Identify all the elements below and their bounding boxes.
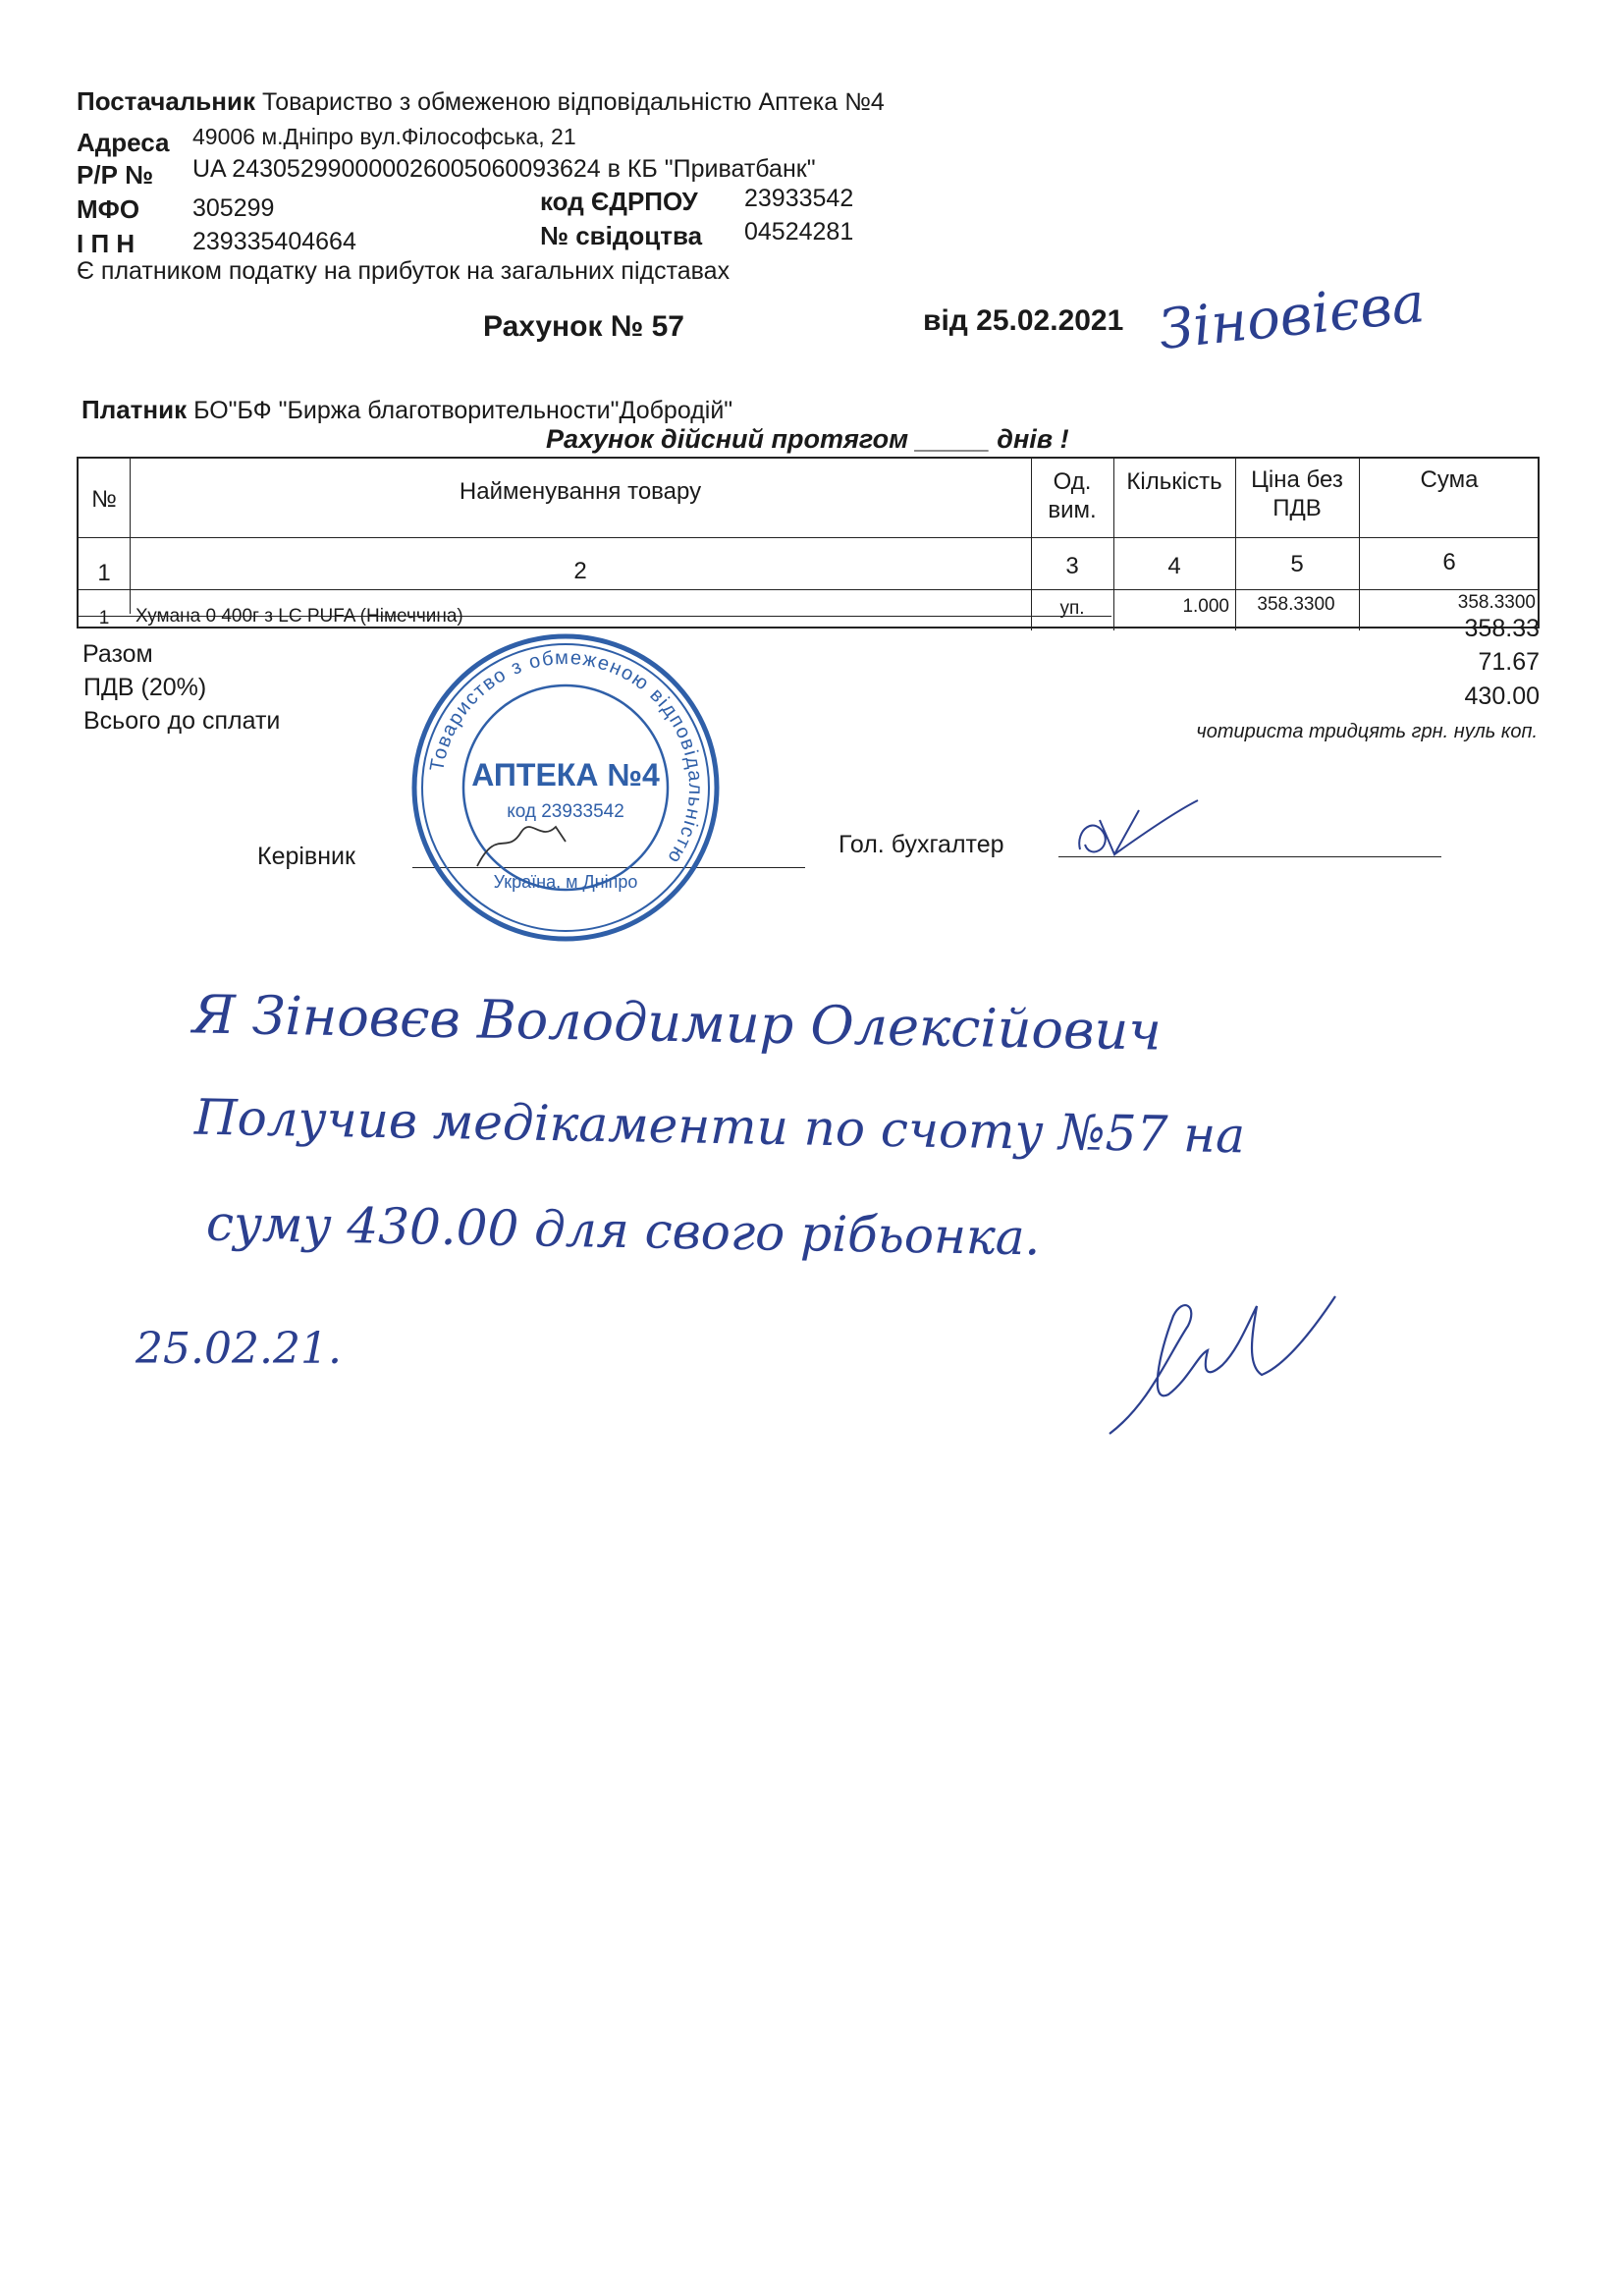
validity-suffix: днів !: [997, 424, 1069, 454]
total-value: 430.00: [1464, 683, 1540, 710]
address-label: Адреса: [77, 128, 170, 157]
account-label: Р/Р №: [77, 160, 154, 190]
header-num: №: [91, 486, 117, 513]
edrpou-value: 23933542: [744, 185, 854, 212]
address-value: 49006 м.Дніпро вул.Філософська, 21: [192, 124, 576, 149]
header-price: [1235, 466, 1359, 523]
note-signature: [1090, 1286, 1345, 1444]
header-sum: Сума: [1420, 466, 1479, 493]
account-value: UA 243052990000026005060093624 в КБ "Приватбанк": [192, 155, 816, 183]
row-qty: 1.000: [1182, 596, 1229, 617]
payer-label: Платник: [81, 395, 188, 424]
accountant-signature: [1070, 791, 1208, 869]
supplier-label: Постачальник: [77, 86, 255, 116]
handwritten-name: Зіновієва: [1156, 271, 1428, 362]
note-line-3: суму 430.00 для свого рібьонка.: [205, 1194, 1041, 1267]
stamp-seal: [408, 630, 723, 945]
vat-value: 71.67: [1478, 648, 1540, 676]
header-price-line1: Ціна без: [1251, 466, 1343, 493]
header-unit-line1: Од.: [1053, 468, 1092, 495]
validity-blank: _____: [915, 424, 990, 454]
invoice-title: Рахунок № 57: [483, 310, 684, 343]
vat-label: ПДВ (20%): [83, 674, 207, 701]
stamp-bottom-text: Україна, м Дніпро: [493, 872, 638, 892]
col-number-5: 5: [1290, 551, 1304, 577]
ipn-label: І П Н: [77, 229, 135, 258]
mfo-label: МФО: [77, 194, 140, 224]
header-qty: Кількість: [1126, 468, 1222, 495]
row-num: 1: [98, 608, 110, 629]
items-table: [77, 457, 1540, 629]
total-label: Всього до сплати: [83, 707, 281, 735]
header-name: Найменування товару: [459, 478, 702, 505]
header-unit-line2: вим.: [1048, 496, 1097, 523]
stamp-code: код 23933542: [507, 801, 624, 822]
note-date: 25.02.21.: [135, 1324, 342, 1374]
tax-note: Є платником податку на прибуток на загальних підставах: [77, 257, 731, 285]
invoice-date: від 25.02.2021: [923, 304, 1124, 337]
row-name: Хумана 0 400г з LC PUFA (Німеччина): [135, 606, 463, 627]
ipn-value: 239335404664: [192, 228, 356, 255]
validity-prefix: Рахунок дійсний протягом: [546, 424, 909, 454]
edrpou-label: код ЄДРПОУ: [540, 187, 698, 216]
col-number-1: 1: [97, 560, 111, 586]
col-number-4: 4: [1167, 553, 1181, 579]
subtotal-label: Разом: [82, 640, 153, 668]
payer-line: [81, 395, 732, 425]
header-unit: [1031, 468, 1113, 525]
director-label: Керівник: [257, 843, 355, 870]
stamp-ring-text: Товариство з обмеженою відповідальністю: [426, 646, 707, 868]
cert-label: № свідоцтва: [540, 221, 703, 250]
row-sum: 358.3300: [1457, 592, 1536, 613]
validity-line: [546, 424, 1069, 455]
supplier-name: Товариство з обмеженою відповідальністю Аптека №4: [261, 88, 885, 116]
accountant-label: Гол. бухгалтер: [839, 831, 1004, 858]
mfo-value: 305299: [192, 194, 275, 222]
col-number-3: 3: [1065, 553, 1079, 579]
row-unit: уп.: [1059, 598, 1085, 619]
payer-name: БО"БФ "Биржа благотворительности"Добродій": [193, 397, 733, 424]
stamp-title: АПТЕКА №4: [471, 757, 660, 793]
total-in-words: чотириста тридцять грн. нуль коп.: [1196, 721, 1538, 742]
supplier-line: [77, 86, 885, 117]
col-number-6: 6: [1442, 549, 1456, 575]
header-price-line2: ПДВ: [1272, 494, 1322, 521]
col-number-2: 2: [573, 558, 587, 584]
subtotal-value: 358.33: [1464, 615, 1540, 642]
note-line-1: Я Зіновєв Володимир Олексійович: [191, 983, 1163, 1063]
row-price: 358.3300: [1257, 594, 1335, 615]
note-line-2: Получив медікаменти по счоту №57 на: [193, 1088, 1246, 1165]
cert-value: 04524281: [744, 218, 854, 246]
